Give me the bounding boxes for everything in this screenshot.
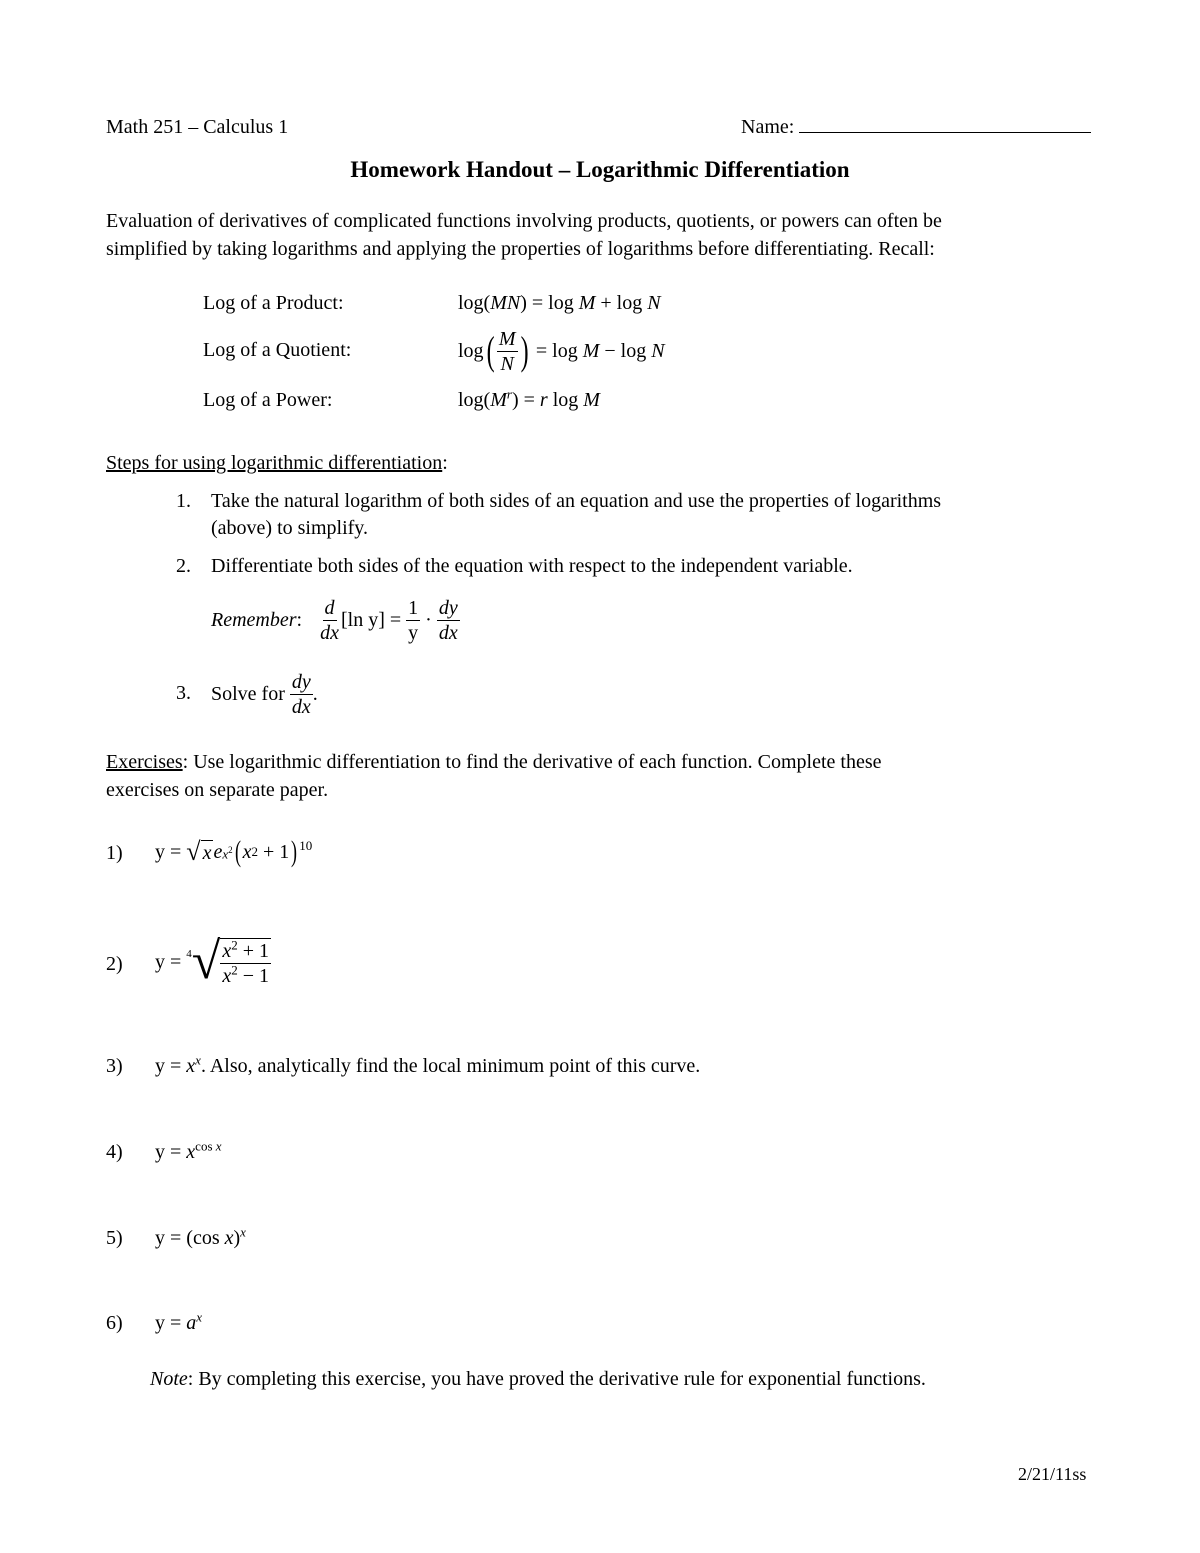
- exercises-heading: Exercises: [106, 751, 183, 773]
- page-title: Homework Handout – Logarithmic Differentiation: [350, 157, 850, 182]
- footer-date: 2/21/11ss: [1018, 1464, 1087, 1484]
- exercise-4-formula: $y = x^{cos x}$: [155, 1138, 222, 1163]
- step-1-line-1: Take the natural logarithm of both sides of an equation and use the properties of logarithms: [211, 490, 942, 512]
- step-2-number: 2.: [176, 555, 191, 577]
- step-3-line: Solve for $\frac{dy}{dx}$ .: [211, 670, 318, 718]
- course-label: Math 251 – Calculus 1: [106, 116, 289, 138]
- step-1-number: 1.: [176, 490, 191, 512]
- property-product-formula: log(MN) = log M + log N: [458, 292, 661, 314]
- name-blank-line: [799, 114, 1091, 133]
- name-label: Name:: [741, 116, 795, 138]
- exercise-6-formula: $y = a^x$: [155, 1309, 203, 1334]
- property-power-label: Log of a Power:: [203, 389, 333, 411]
- exercises-intro-line-2: exercises on separate paper.: [106, 779, 329, 801]
- exercise-6-note: Note: By completing this exercise, you have proved the derivative rule for exponential functions.: [150, 1368, 926, 1390]
- exercise-5-formula: y = (cos x)$^x$: [155, 1224, 246, 1249]
- exercise-2-formula: y = 4 √ $\frac{x^2 + 1}{x^2 - 1}$: [155, 933, 269, 990]
- remember-formula: Remember : $\frac{d}{dx}$ [ln y] = $\frac{1}{y}$ · $\frac{dy}{dx}$: [211, 596, 458, 644]
- exercise-6-number: 6): [106, 1312, 123, 1334]
- property-power-formula: $\log(M^r) = r$ log M: [458, 386, 600, 411]
- exercise-1-formula: y = √ x e $x^2$ ( x 2 + 1 ) $^{10}$: [155, 835, 313, 868]
- exercise-3-formula: $y = x^x$. Also, analytically find the local minimum point of this curve.: [155, 1052, 701, 1077]
- exercise-5-number: 5): [106, 1227, 123, 1249]
- steps-heading: Steps for using logarithmic differentiation:: [106, 452, 448, 474]
- intro-line-1: Evaluation of derivatives of complicated functions involving products, quotients, or powers can often be: [106, 210, 942, 232]
- exercise-3-number: 3): [106, 1055, 123, 1077]
- exercises-intro-line-1: Exercises: Use logarithmic differentiation to find the derivative of each function. Complete these: [106, 751, 882, 773]
- step-3-number: 3.: [176, 682, 191, 704]
- exercise-1-number: 1): [106, 842, 123, 864]
- exercise-4-number: 4): [106, 1141, 123, 1163]
- remember-label: Remember: [211, 609, 297, 631]
- name-field: [741, 114, 1091, 140]
- step-1-line-2: (above) to simplify.: [211, 517, 369, 539]
- step-2-line-1: Differentiate both sides of the equation with respect to the independent variable.: [211, 555, 853, 577]
- property-quotient-label: Log of a Quotient:: [203, 339, 352, 361]
- exercise-2-number: 2): [106, 953, 123, 975]
- property-quotient-formula: log ( $\frac{M}{N}$ ) = log M − log N: [458, 327, 665, 375]
- property-product-label: Log of a Product:: [203, 292, 344, 314]
- note-label: Note: [150, 1368, 188, 1390]
- intro-line-2: simplified by taking logarithms and applying the properties of logarithms before differentiating. Recall:: [106, 238, 935, 260]
